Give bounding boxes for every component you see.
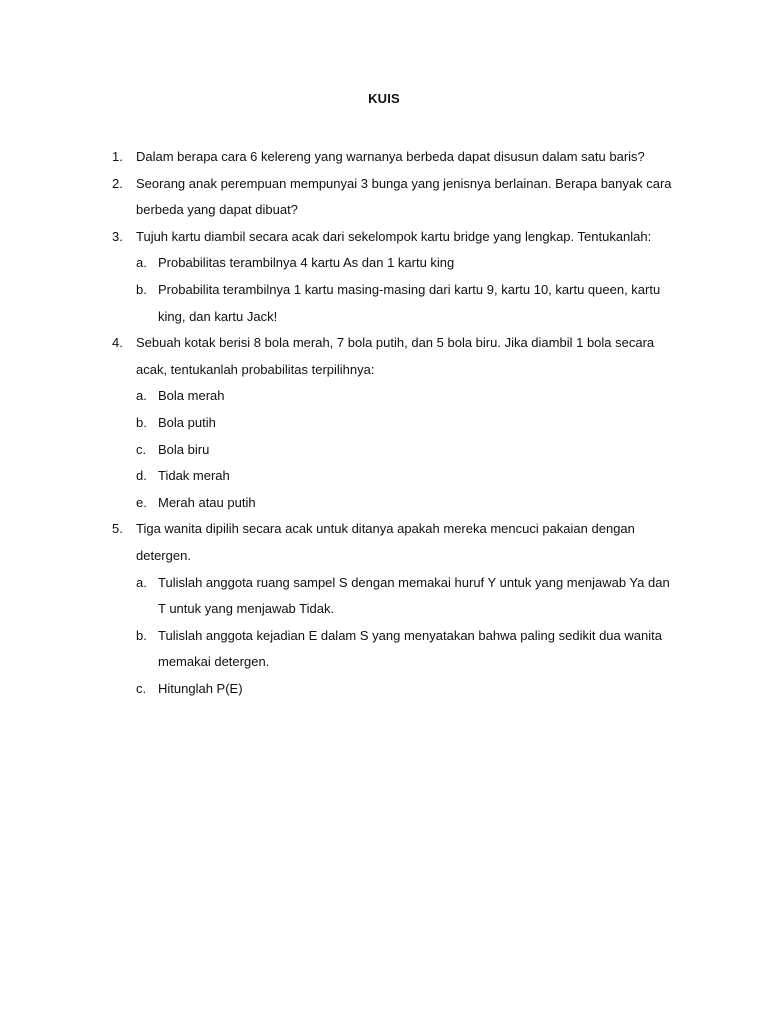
sub-question-5a	[136, 570, 672, 623]
sub-question-letter: c.	[136, 441, 147, 457]
question-number: 1.	[112, 149, 123, 164]
question-number: 4.	[112, 335, 123, 351]
sub-question-4c	[136, 437, 672, 464]
sub-question-list	[136, 570, 672, 703]
question-2	[112, 171, 672, 224]
sub-question-list	[136, 250, 672, 330]
question-number: 5.	[112, 521, 123, 537]
sub-question-letter: a.	[136, 388, 147, 404]
sub-question-text: Probabilita terambilnya 1 kartu masing-masing dari kartu 9, kartu 10, kartu queen, kartu king, dan kartu Jack!	[158, 281, 661, 324]
sub-question-4e	[136, 490, 672, 517]
question-number: 3.	[112, 228, 123, 244]
sub-question-text: Tidak merah	[158, 468, 230, 484]
sub-question-list	[136, 383, 672, 516]
sub-question-5b	[136, 623, 672, 676]
question-5	[112, 516, 672, 702]
question-1	[112, 144, 672, 171]
question-text: Tiga wanita dipilih secara acak untuk ditanya apakah mereka mencuci pakaian dengan detergen.	[136, 521, 635, 563]
sub-question-letter: a.	[136, 574, 147, 590]
sub-question-text: Bola putih	[158, 414, 216, 430]
sub-question-3b	[136, 277, 672, 330]
sub-question-5c	[136, 676, 672, 703]
question-3	[112, 224, 672, 330]
question-4	[112, 330, 672, 516]
sub-question-letter: e.	[136, 494, 147, 510]
question-text: Dalam berapa cara 6 kelereng yang warnanya berbeda dapat disusun dalam satu baris?	[136, 149, 645, 164]
sub-question-letter: d.	[136, 468, 147, 484]
sub-question-letter: b.	[136, 281, 147, 297]
sub-question-text: Merah atau putih	[158, 494, 256, 510]
sub-question-letter: c.	[136, 680, 147, 696]
question-text: Seorang anak perempuan mempunyai 3 bunga yang jenisnya berlainan. Berapa banyak cara berbeda yang dapat dibuat?	[136, 175, 672, 218]
sub-question-3a	[136, 250, 672, 277]
sub-question-text: Tulislah anggota ruang sampel S dengan memakai huruf Y untuk yang menjawab Ya dan T untuk yang menjawab Tidak.	[158, 574, 670, 617]
sub-question-4d	[136, 463, 672, 490]
sub-question-text: Bola biru	[158, 441, 210, 457]
question-text: Sebuah kotak berisi 8 bola merah, 7 bola putih, dan 5 bola biru. Jika diambil 1 bola secara acak, tentukanlah probabilitas terpilihnya:	[136, 335, 655, 377]
sub-question-text: Tulislah anggota kejadian E dalam S yang menyatakan bahwa paling sedikit dua wanita memakai detergen.	[158, 627, 662, 670]
sub-question-4a	[136, 383, 672, 410]
sub-question-text: Bola merah	[158, 388, 225, 404]
question-number: 2.	[112, 175, 123, 191]
page-title: KUIS	[368, 91, 400, 106]
sub-question-letter: b.	[136, 414, 147, 430]
question-list	[112, 144, 672, 702]
sub-question-4b	[136, 410, 672, 437]
sub-question-letter: a.	[136, 255, 147, 271]
sub-question-text: Probabilitas terambilnya 4 kartu As dan 1 kartu king	[158, 255, 455, 271]
sub-question-letter: b.	[136, 627, 147, 643]
question-text: Tujuh kartu diambil secara acak dari sekelompok kartu bridge yang lengkap. Tentukanlah:	[136, 228, 652, 244]
sub-question-text: Hitunglah P(E)	[158, 680, 243, 696]
